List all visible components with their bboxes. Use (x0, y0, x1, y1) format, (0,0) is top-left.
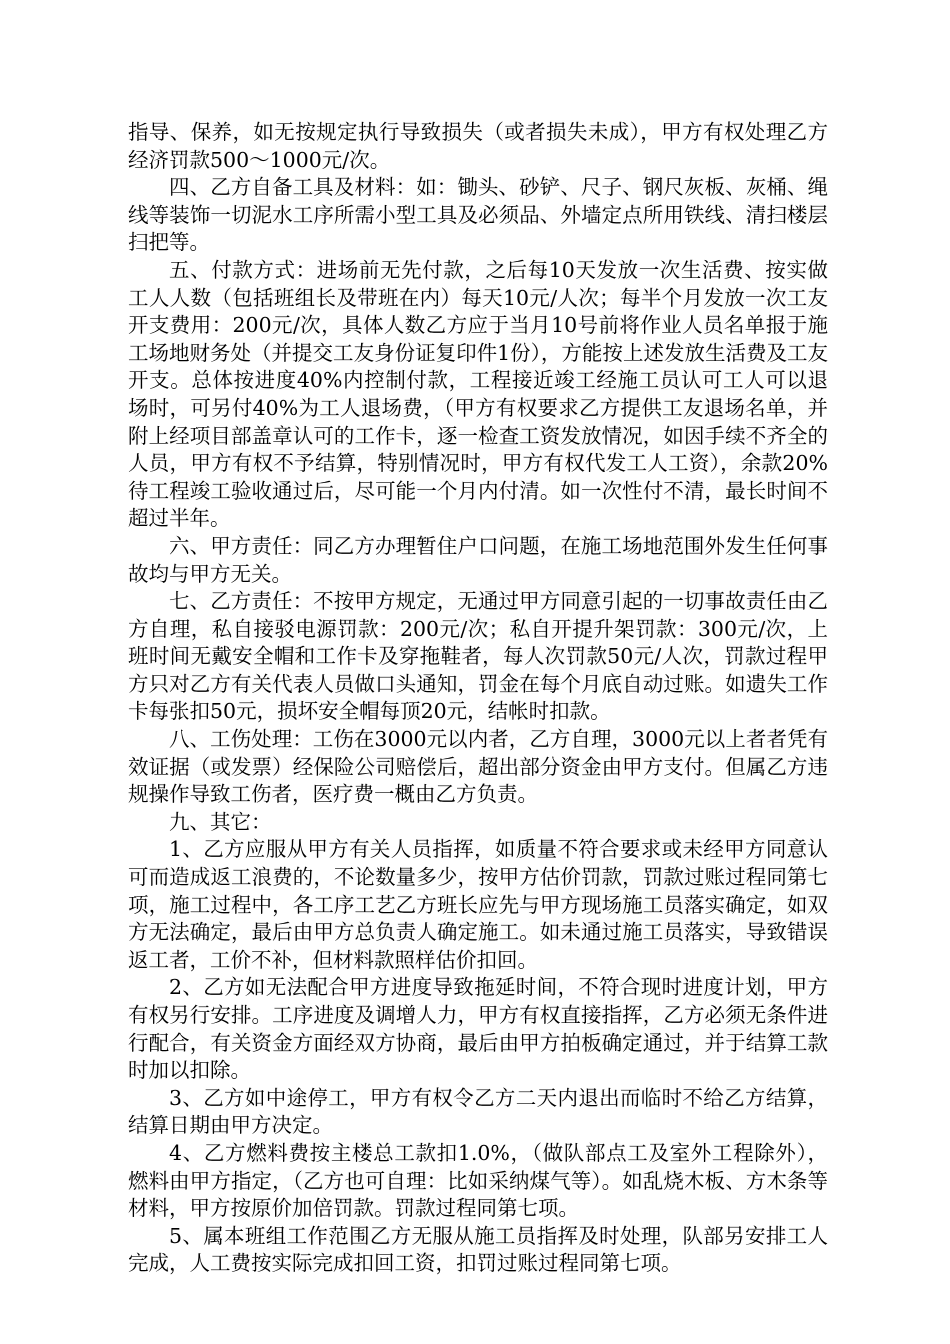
paragraph-item-4: 4、乙方燃料费按主楼总工款扣1.0%，（做队部点工及室外工程除外），燃料由甲方指定，（乙方也可自理：比如采纳煤气等）。如乱烧木板、方木条等材料，甲方按原价加倍罚款。罚款过程同第七项。 (128, 1140, 828, 1221)
paragraph-continuation: 指导、保养，如无按规定执行导致损失（或者损失未成），甲方有权处理乙方经济罚款500～1000元/次。 (128, 120, 828, 172)
paragraph-section-4-tools: 四、乙方自备工具及材料：如：锄头、砂铲、尺子、钢尺灰板、灰桶、绳线等装饰一切泥水工序所需小型工具及必须品、外墙定点所用铁线、清扫楼层扫把等。 (128, 175, 828, 255)
paragraph-item-1: 1、乙方应服从甲方有关人员指挥，如质量不符合要求或未经甲方同意认可而造成返工浪费的，不论数量多少，按甲方估价罚款，罚款过账过程同第七项，施工过程中，各工序工艺乙方班长应先与甲方现场施工员落实确定，如双方无法确定，最后由甲方总负责人确定施工。如未通过施工员落实，导致错误返工者，工价不补，但材料款照样估价扣回。 (128, 837, 828, 972)
paragraph-section-9-heading: 九、其它： (169, 809, 272, 834)
paragraph-item-5: 5、属本班组工作范围乙方无服从施工员指挥及时处理，队部另安排工人完成，人工费按实际完成扣回工资，扣罚过账过程同第七项。 (128, 1223, 828, 1276)
paragraph-section-5-payment: 五、付款方式：进场前无先付款，之后每10天发放一次生活费、按实做工人人数（包括班组长及带班在内）每天10元/人次；每半个月发放一次工友开支费用：200元/次，具体人数乙方应于当月10号前将作业人员名单报于施工场地财务处（并提交工友身份证复印件1份），方能按上述发放生活费及工友开支。总体按进度40%内控制付款，工程接近竣工经施工员认可工人可以退场时，可另付40%为工人退场费，（甲方有权要求乙方提供工友退场名单，并附上经项目部盖章认可的工作卡，逐一检查工资发放情况，如因手续不齐全的人员，甲方有权不予结算，特别情况时，甲方有权代发工人工资），余款20%待工程竣工验收通过后，尽可能一个月内付清。如一次性付不清，最长时间不超过半年。 (128, 257, 828, 531)
paragraph-item-2: 2、乙方如无法配合甲方进度导致拖延时间，不符合现时进度计划，甲方有权另行安排。工序进度及调增人力，甲方有权直接指挥，乙方必须无条件进行配合，有关资金方面经双方协商，最后由甲方拍板确定通过，并于结算工款时加以扣除。 (128, 975, 828, 1083)
paragraph-section-7-party-b: 七、乙方责任：不按甲方规定，无通过甲方同意引起的一切事故责任由乙方自理，私自接驳电源罚款：200元/次；私自开提升架罚款：300元/次，上班时间无戴安全帽和工作卡及穿拖鞋者，每人次罚款50元/人次，罚款过程甲方只对乙方有关代表人员做口头通知，罚金在每个月底自动过账。如遗失工作卡每张扣50元，损坏安全帽每顶20元，结帐时扣款。 (128, 589, 828, 724)
paragraph-section-8-injury: 八、工伤处理：工伤在3000元以内者，乙方自理，3000元以上者者凭有效证据（或发票）经保险公司赔偿后，超出部分资金由甲方支付。但属乙方违规操作导致工伤者，医疗费一概由乙方负责。 (128, 727, 828, 807)
document-body (128, 119, 828, 1278)
paragraph-section-6-party-a: 六、甲方责任：同乙方办理暂住户口问题，在施工场地范围外发生任何事故均与甲方无关。 (128, 533, 828, 586)
paragraph-item-3: 3、乙方如中途停工，甲方有权令乙方二天内退出而临时不给乙方结算，结算日期由甲方决定。 (128, 1085, 828, 1138)
